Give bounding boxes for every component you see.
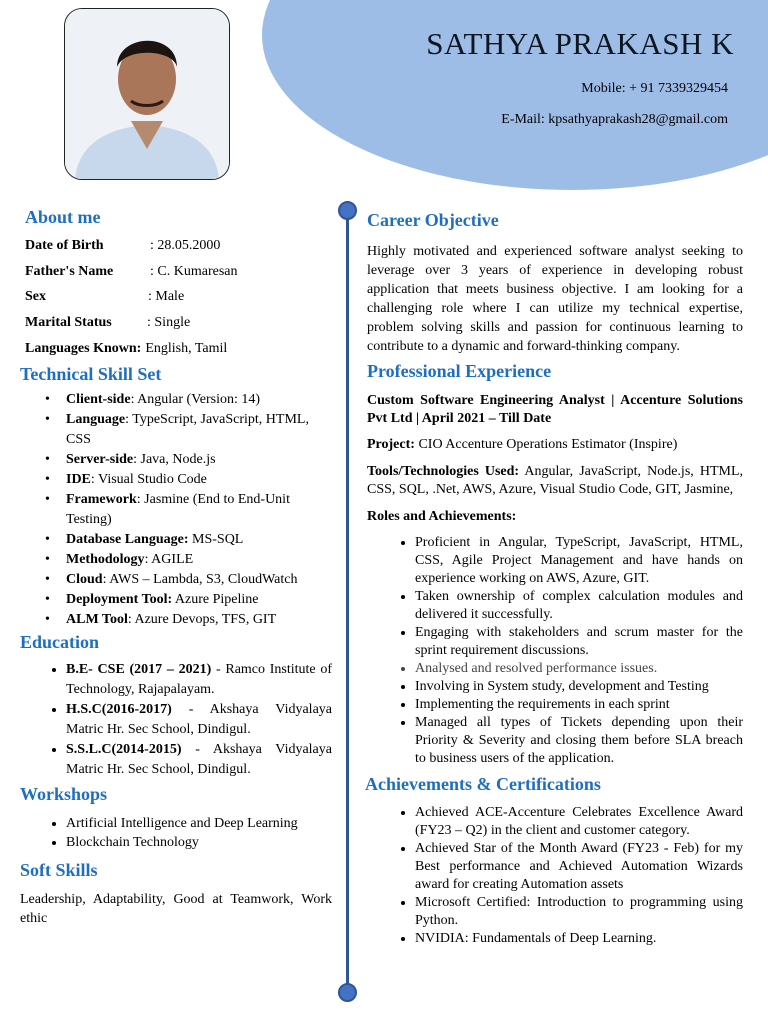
achievement-item: • Achieved Star of the Month Award (FY23 - Feb) for my Best performance and Achieved Automation Wizards award for creating Automation assets: [415, 840, 743, 894]
roles-list: [367, 534, 743, 768]
skill-item: [66, 530, 332, 550]
role-item: • Implementing the requirements in each sprint: [415, 696, 743, 714]
skill-value: : Visual Studio Code: [90, 472, 207, 487]
about-fields: [20, 237, 332, 362]
roles-heading: Roles and Achievements:: [367, 509, 517, 524]
skill-item: [66, 450, 332, 470]
about-field-value: : C. Kumaresan: [150, 264, 238, 279]
skill-item: [66, 550, 332, 570]
about-field: [25, 288, 332, 314]
role-item: • Managed all types of Tickets depending upon their Priority & Severity and closing them before SLA breach to business users of the application.: [415, 714, 743, 768]
education-institute: - Ramco Institute of Technology, Rajapalayam.: [66, 662, 332, 697]
column-divider: [346, 210, 349, 990]
skill-item: [66, 610, 332, 630]
skills-heading: Technical Skill Set: [20, 364, 162, 384]
about-field-label: Sex: [25, 289, 46, 304]
about-field-label: Marital Status: [25, 315, 112, 330]
experience-heading: Professional Experience: [367, 361, 552, 381]
about-field-value: English, Tamil: [145, 341, 228, 356]
profile-photo: [64, 8, 230, 180]
workshops-list: [20, 814, 332, 852]
experience-tools: [367, 463, 743, 499]
about-field: [25, 263, 332, 288]
tools-value: Angular, JavaScript, Node.js, HTML, CSS, SQL, .Net, AWS, Azure, Visual Studio Code, GIT, Jasmine,: [367, 464, 743, 497]
divider-top-dot: [338, 201, 357, 220]
skill-item: [66, 390, 332, 410]
about-field-value: : Male: [148, 289, 185, 304]
mobile-number: Mobile: + 91 7339329454: [581, 81, 728, 96]
about-field-label: Languages Known:: [25, 341, 142, 356]
workshop-item: • Blockchain Technology: [66, 833, 332, 852]
education-degree: H.S.C(2016-2017): [66, 702, 172, 717]
skill-value: Azure Pipeline: [174, 592, 259, 607]
about-field-value: : 28.05.2000: [150, 238, 221, 253]
about-field-value: : Single: [147, 315, 191, 330]
candidate-name: SATHYA PRAKASH K: [426, 26, 734, 61]
person-photo-icon: [65, 9, 229, 179]
skill-item: [66, 590, 332, 610]
education-list: [20, 660, 332, 780]
skill-value: : AWS – Lambda, S3, CloudWatch: [102, 572, 298, 587]
skills-list: [20, 390, 332, 630]
skill-label: Framework: [66, 492, 137, 507]
achievements-list: [367, 804, 743, 948]
achievement-item: • Achieved ACE-Accenture Celebrates Excellence Award (FY23 – Q2) in the client and customer category.: [415, 804, 743, 840]
education-item: [66, 740, 332, 780]
skill-label: Database Language:: [66, 532, 189, 547]
skill-label: Language: [66, 412, 126, 427]
achievements-heading: Achievements & Certifications: [365, 774, 601, 794]
email-address: E-Mail: kpsathyaprakash28@gmail.com: [501, 112, 728, 127]
objective-text: Highly motivated and experienced software analyst seeking to leverage over 3 years of experience in developing robust application that meets business objective. I am looking for a challenging role where I can utilize my technical expertise, problem solving skills and passion for continuous learning to contribute to a dynamic and forward-thinking company.: [367, 244, 743, 354]
skill-item: [66, 490, 332, 530]
tools-label: Tools/Technologies Used:: [367, 464, 520, 479]
skill-label: Client-side: [66, 392, 131, 407]
role-item: • Taken ownership of complex calculation modules and delivered it successfully.: [415, 588, 743, 624]
left-column: [20, 205, 332, 928]
skill-value: MS-SQL: [192, 532, 244, 547]
skill-label: Methodology: [66, 552, 145, 567]
education-heading: Education: [20, 632, 100, 652]
skill-label: Deployment Tool:: [66, 592, 173, 607]
education-institute: - Akshaya Vidyalaya Matric Hr. Sec School, Dindigul.: [66, 742, 332, 777]
right-column: [367, 208, 743, 948]
about-field-label: Father's Name: [25, 264, 114, 279]
soft-skills-text: Leadership, Adaptability, Good at Teamwork, Work ethic: [20, 892, 332, 926]
workshops-heading: Workshops: [20, 784, 108, 804]
about-field: [25, 237, 332, 263]
achievement-item: • NVIDIA: Fundamentals of Deep Learning.: [415, 930, 743, 948]
skill-value: : Jasmine (End to End-Unit Testing): [66, 492, 290, 527]
education-degree: B.E- CSE (2017 – 2021): [66, 662, 212, 677]
experience-role: Custom Software Engineering Analyst | Accenture Solutions Pvt Ltd | April 2021 – Till Date: [367, 393, 743, 426]
skill-value: : Azure Devops, TFS, GIT: [127, 612, 277, 627]
role-item: • Proficient in Angular, TypeScript, JavaScript, HTML, CSS, Agile Project Management and have hands on experience working on AWS, Azure, GIT.: [415, 534, 743, 588]
skill-value: : AGILE: [144, 552, 194, 567]
role-item: • Involving in System study, development and Testing: [415, 678, 743, 696]
soft-skills-heading: Soft Skills: [20, 860, 98, 880]
about-field-label: Date of Birth: [25, 238, 104, 253]
education-item: [66, 660, 332, 700]
education-item: [66, 700, 332, 740]
skill-label: Server-side: [66, 452, 134, 467]
skill-value: : Angular (Version: 14): [130, 392, 261, 407]
skill-value: : Java, Node.js: [133, 452, 216, 467]
skill-label: Cloud: [66, 572, 103, 587]
education-institute: - Akshaya Vidyalaya Matric Hr. Sec School, Dindigul.: [66, 702, 332, 737]
skill-item: [66, 470, 332, 490]
experience-project: [367, 436, 743, 454]
project-value: CIO Accenture Operations Estimator (Inspire): [418, 437, 678, 452]
role-item: • Analysed and resolved performance issues.: [415, 660, 743, 678]
achievement-item: • Microsoft Certified: Introduction to programming using Python.: [415, 894, 743, 930]
skill-value: : TypeScript, JavaScript, HTML, CSS: [66, 412, 309, 447]
about-heading: About me: [25, 207, 101, 227]
project-label: Project:: [367, 437, 415, 452]
about-field: [25, 340, 332, 362]
workshop-item: • Artificial Intelligence and Deep Learning: [66, 814, 332, 833]
about-field: [25, 314, 332, 340]
skill-item: [66, 570, 332, 590]
education-degree: S.S.L.C(2014-2015): [66, 742, 182, 757]
objective-heading: Career Objective: [367, 210, 499, 230]
skill-label: IDE: [66, 472, 91, 487]
skill-item: [66, 410, 332, 450]
role-item: • Engaging with stakeholders and scrum master for the sprint requirement discussions.: [415, 624, 743, 660]
skill-label: ALM Tool: [66, 612, 128, 627]
divider-bottom-dot: [338, 983, 357, 1002]
